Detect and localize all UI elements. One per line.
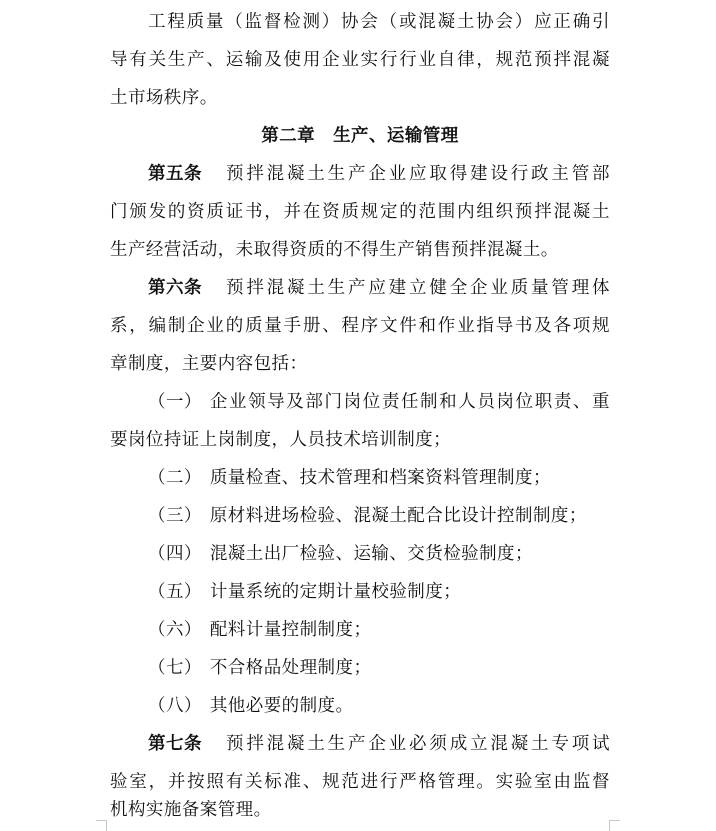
list-item-text: 其他必要的制度。 [209,696,354,716]
paragraph-line: 土市场秩序。 [110,88,218,108]
article-5-line: 门颁发的资质证书，并在资质规定的范围内组织预拌混凝土 [110,202,610,222]
list-item-number: （四） [148,544,202,564]
article-7-text: 预拌混凝土生产企业必须成立混凝土专项试 [226,734,610,754]
chapter-heading: 第二章 生产、运输管理 [261,126,459,146]
list-item-number: （五） [148,582,202,602]
article-7-label: 第七条 [148,734,202,754]
list-item [148,384,610,420]
list-item-text: 不合格品处理制度； [209,658,372,678]
article-6-line: 系，编制企业的质量手册、程序文件和作业指导书及各项规 [110,316,610,336]
list-item-text: 企业领导及部门岗位责任制和人员岗位职责、重 [209,392,610,412]
list-item-number: （三） [148,506,202,526]
list-item [148,688,610,724]
list-item-text: 混凝土出厂检验、运输、交货检验制度； [209,544,533,564]
list-item [148,460,610,496]
list-item-number: （八） [148,696,202,716]
article-6-label: 第六条 [148,278,202,298]
crop-mark [96,820,107,831]
list-item-number: （七） [148,658,202,678]
article-5-label: 第五条 [148,164,202,184]
article-7-line: 机构实施备案管理。 [110,800,272,820]
article-7-first-line [148,726,610,762]
paragraph-line: 工程质量（监督检测）协会（或混凝土协会）应正确引 [148,12,610,32]
list-item [148,612,610,648]
list-item [148,536,610,572]
list-item-number: （二） [148,468,202,488]
list-item-text: 配料计量控制制度； [209,620,372,640]
list-item [148,498,610,534]
article-6-first-line [148,270,610,306]
article-5-first-line [148,156,610,192]
paragraph-line: 导有关生产、运输及使用企业实行行业自律，规范预拌混凝 [110,50,610,70]
list-item [148,574,610,610]
article-6-line: 章制度，主要内容包括： [110,354,308,374]
article-6-text: 预拌混凝土生产应建立健全企业质量管理体 [226,278,610,298]
list-item-number: （一） [148,392,202,412]
list-item-text: 计量系统的定期计量校验制度； [209,582,462,602]
article-5-line: 生产经营活动，未取得资质的不得生产销售预拌混凝土。 [110,240,559,260]
list-item-text: 质量检查、技术管理和档案资料管理制度； [209,468,551,488]
list-item-continuation: 要岗位持证上岗制度，人员技术培训制度； [110,430,452,450]
list-item [148,650,610,686]
article-5-text: 预拌混凝土生产企业应取得建设行政主管部 [226,164,610,184]
crop-mark [609,820,620,831]
list-item-number: （六） [148,620,202,640]
article-7-line: 验室，并按照有关标准、规范进行严格管理。实验室由监督 [110,772,610,792]
list-item-text: 原材料进场检验、混凝土配合比设计控制制度； [209,506,587,526]
